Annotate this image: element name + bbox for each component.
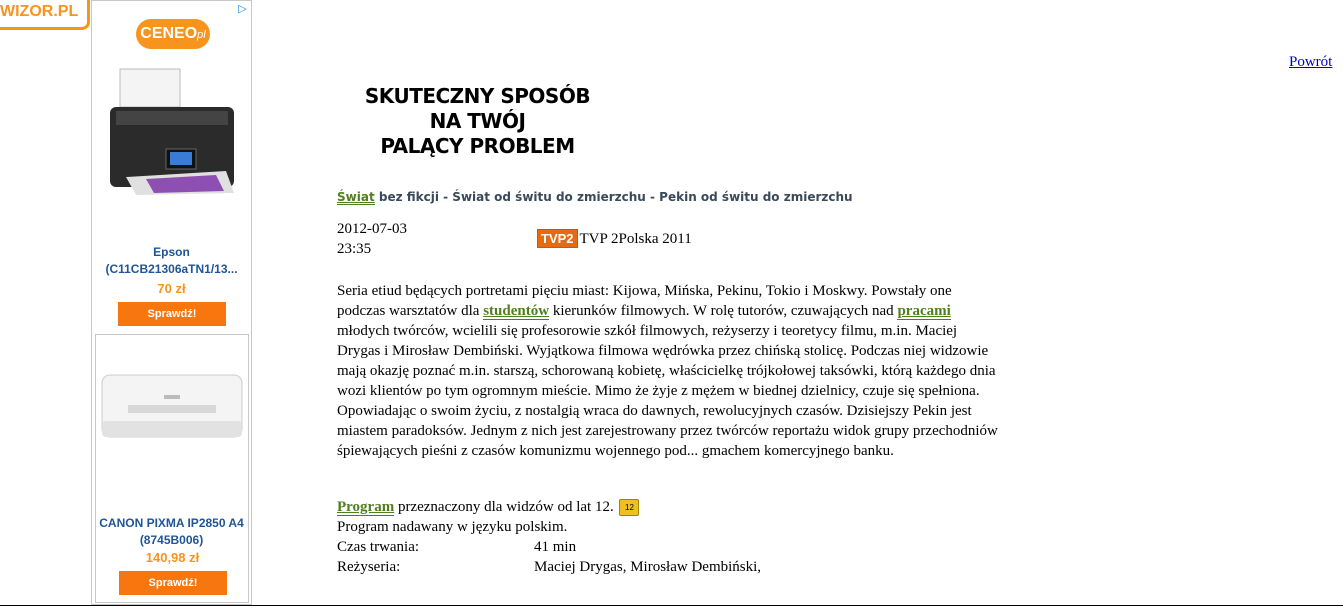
ad-banner[interactable] (91, 0, 252, 605)
duration-value: 41 min (534, 539, 577, 555)
promo-banner[interactable] (340, 56, 795, 176)
keyword-link-works[interactable]: pracami (897, 303, 951, 319)
ceneo-brand: CENEO (140, 25, 198, 42)
promo-line-2: NA TWÓJ (429, 109, 526, 133)
promo-line-3: PALĄCY PROBLEM (380, 134, 575, 158)
printer-image-canon[interactable] (98, 365, 246, 451)
broadcast-time: 23:35 (337, 241, 372, 257)
age-12-icon: 12 (619, 499, 639, 516)
product-price-2: 140,98 zł (145, 550, 200, 565)
broadcast-datetime (337, 219, 407, 259)
ceneo-brand-suffix: pl (197, 29, 206, 41)
language-line: Program nadawany w języku polskim. (337, 519, 568, 535)
description-part-1: Seria etiud będących portretami pięciu miast: Kijowa, Mińska, Pekinu, Tokio i Moskwy. Powstały one podczas warsztatów dla (337, 283, 952, 319)
adchoices-icon[interactable]: ▷ (238, 3, 247, 15)
director-row (337, 557, 1002, 577)
program-keyword-link[interactable]: Program (337, 499, 395, 515)
description-part-3: młodych twórców, wcielili się profesorowie szkół filmowych, reżyserzy i teoretycy filmu, m.in. Maciej Drygas i Mirosław Dembiński. Wyjątkowa filmowa wędrówka przez chińską stolicę. Podczas niej widzowie mają okazję poznać m.in. starszą, schorowaną kobietę, właścicielkę trójkołowej taksówki, którą każdego dnia wozi klientów po tym ogromnym mieście. Mimo że żyje z mężem w biednej dzielnicy, czuje się spełniona. Opowiadając o swoim życiu, z nostalgią wraca do dawnych, rewolucyjnych czasów. Dzisiejszy Pekin jest miastem paradoksów. Jednym z nich jest zarejestrowany przez twórców reportażu widok grupy przechodniów śpiewających pieśni z czasów komunizmu wojennego pod... gmachem komercyjnego banku. (337, 323, 998, 459)
duration-row (337, 537, 1002, 557)
product-price-1: 70 zł (157, 281, 186, 296)
tvp2-logo-icon: TVP2 (537, 229, 578, 248)
back-link[interactable]: Powrót (1289, 54, 1333, 70)
age-rating-text: przeznaczony dla widzów od lat 12. (394, 499, 614, 515)
description-part-2: kierunków filmowych. W rolę tutorów, czuwających nad (549, 303, 898, 319)
program-description (337, 281, 1002, 461)
director-label: Reżyseria: (337, 559, 401, 575)
keyword-link-students[interactable]: studentów (483, 303, 550, 319)
program-info (337, 497, 1002, 577)
promo-line-1: SKUTECZNY SPOSÓB (364, 84, 591, 108)
director-value: Maciej Drygas, Mirosław Dembiński, (534, 559, 762, 575)
check-button-2[interactable]: Sprawdź! (119, 571, 227, 595)
product-card-2[interactable] (95, 334, 249, 603)
check-button-1[interactable]: Sprawdź! (118, 302, 226, 326)
broadcast-date: 2012-07-03 (337, 221, 407, 237)
channel-info (537, 229, 692, 249)
duration-label: Czas trwania: (337, 539, 420, 555)
breadcrumb (337, 190, 853, 204)
product-name-1[interactable]: Epson (C11CB21306aTN1/13... (105, 245, 238, 276)
divider (0, 605, 1343, 606)
site-logo-text: WIZOR.PL (0, 3, 79, 20)
site-logo[interactable] (0, 0, 90, 30)
ceneo-logo[interactable] (136, 19, 210, 49)
age-rating-line (337, 497, 1002, 517)
printer-image-epson[interactable] (106, 67, 240, 197)
product-name-2[interactable]: CANON PIXMA IP2850 A4 (8745B006) (99, 516, 244, 547)
channel-text: TVP 2Polska 2011 (579, 231, 692, 247)
breadcrumb-path: bez fikcji - Świat od świtu do zmierzchu - Pekin od świtu do zmierzchu (374, 190, 853, 204)
breadcrumb-keyword-link[interactable]: Świat (337, 190, 375, 204)
